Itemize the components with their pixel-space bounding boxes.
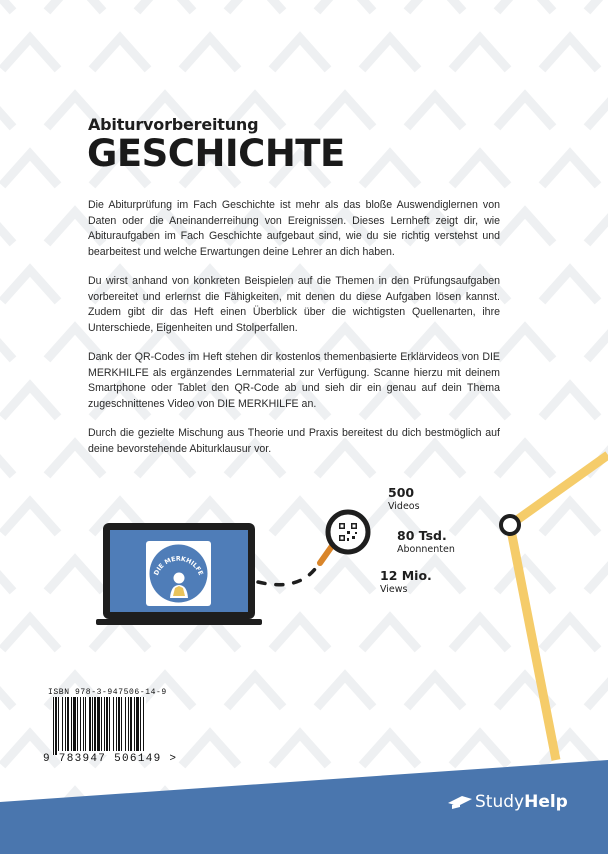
stat-videos: [388, 485, 420, 512]
cover-title: GESCHICHTE: [87, 132, 345, 175]
barcode-bar: [106, 697, 108, 751]
barcode-bar: [140, 697, 141, 751]
barcode-bar: [109, 697, 110, 751]
barcode-bar: [143, 697, 144, 751]
merkhilfe-logo: [146, 541, 211, 606]
barcode-bar: [83, 697, 84, 751]
barcode-bar: [136, 697, 139, 751]
barcode-bar: [77, 697, 78, 751]
merkhilfe-logo-text: DIE MERKHILFE: [152, 555, 205, 577]
studyhelp-logo: [448, 792, 568, 812]
brand-name-part2: Help: [524, 792, 568, 812]
barcode-bar: [89, 697, 91, 751]
barcode-bar: [80, 697, 81, 751]
blurb-paragraph-1: Die Abiturprüfung im Fach Geschichte ist mehr als das bloße Auswendiglernen von Daten oder die Aneinanderreihung von Ereignissen. Dieses Lernheft zeigt dir, wie Abituraufgaben im Fach Geschichte aufgebaut sind, wie du sie richtig verstehst und bearbeitest und welche Erwartungen deine Lehrer an dich haben.: [88, 199, 500, 258]
yellow-route-line: [501, 455, 608, 760]
barcode-bar: [55, 697, 57, 755]
barcode-bar: [101, 697, 102, 751]
barcode-bar: [73, 697, 76, 751]
stat-views-label: Views: [380, 584, 408, 595]
isbn-label: ISBN 978-3-947506-14-9: [48, 688, 167, 697]
stat-views-value: 12 Mio.: [380, 568, 432, 583]
barcode-bar: [62, 697, 63, 751]
barcode-bar: [71, 697, 72, 751]
stat-views: [380, 568, 432, 595]
barcode: [52, 697, 146, 755]
barcode-bar: [94, 697, 96, 751]
cover-supertitle: Abiturvorbereitung: [88, 115, 259, 134]
magnifier-qr-icon: [320, 512, 368, 563]
stat-videos-value: 500: [388, 485, 415, 500]
barcode-bar: [53, 697, 54, 755]
barcode-bar: [97, 697, 100, 751]
barcode-bar: [113, 697, 114, 751]
barcode-bar: [125, 697, 126, 751]
barcode-bar: [67, 697, 69, 751]
barcode-bar: [58, 697, 59, 751]
stat-subscribers-label: Abonnenten: [397, 544, 455, 555]
barcode-bar: [130, 697, 132, 751]
stat-subscribers-value: 80 Tsd.: [397, 528, 447, 543]
dashed-connector: [258, 565, 318, 585]
barcode-bar: [121, 697, 122, 751]
barcode-bar: [65, 697, 66, 751]
barcode-bar: [134, 697, 135, 751]
barcode-bar: [104, 697, 105, 751]
barcode-bar: [85, 697, 86, 751]
stat-subscribers: [397, 528, 455, 555]
graduation-cap-icon: [448, 794, 472, 810]
blurb-paragraph-4: Durch die gezielte Mischung aus Theorie und Praxis bereitest du dich bestmöglich auf deine bevorstehende Abiturklausur vor.: [88, 427, 500, 455]
brand-name-part1: Study: [475, 792, 525, 812]
blurb-paragraph-3: Dank der QR-Codes im Heft stehen dir kostenlos themenbasierte Erklärvideos von DIE MERKHILFE als ergänzendes Lernmaterial zur Verfügung. Scanne hierzu mit deinem Smartphone oder Tablet den QR-Code ab und sieh dir ein genau auf dein Thema zugeschnittenes Video von DIE MERKHILFE an.: [88, 351, 500, 410]
barcode-bar: [116, 697, 117, 751]
barcode-bar: [128, 697, 129, 751]
barcode-bar: [118, 697, 120, 751]
barcode-digits: 9 783947 506149 >: [43, 753, 178, 765]
barcode-bar: [92, 697, 93, 751]
stat-videos-label: Videos: [388, 501, 420, 512]
blurb-paragraph-2: Du wirst anhand von konkreten Beispielen auf die Themen in den Prüfungsaufgaben vorbereitet und erlernst die Fähigkeiten, mit denen du diese Aufgaben lösen kannst. Zudem gibt dir das Heft einen Überblick über die wichtigsten Quellenarten, ihre Unterschiede, Eigenheiten und Stolperfallen.: [88, 275, 500, 334]
